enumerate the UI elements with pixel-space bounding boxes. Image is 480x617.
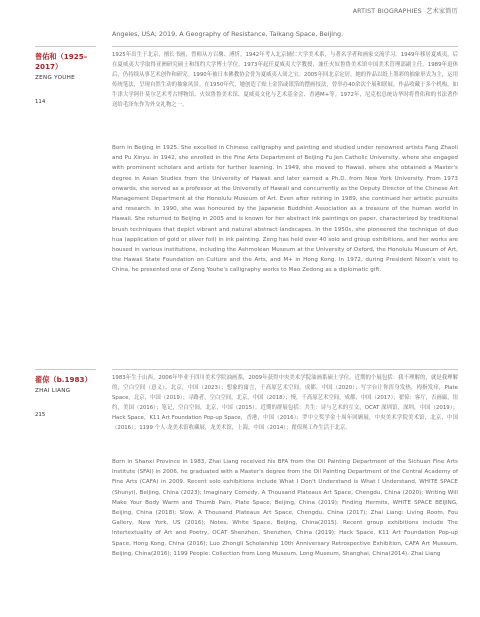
header-section-zh: 艺术家简历 <box>426 8 458 15</box>
continued-text: Angeles, USA; 2019, A Geography of Resistance, Taikang Space, Beijing. <box>112 30 344 38</box>
artist-bio-en: Born in Beijing in 1925. She excelled in Chinese calligraphy and painting and studied under renowned artists Fang Zhaoli and Pu Xinyu. In 1942, she enrolled in the Fine Arts Department of Beijing Fu Jen Catholic University, where she engaged with prominent scholars and artists for further learning. In 1949, she moved to Hawaii, where she obtained a Master's degree in Asian Studies from the University of Hawaii and later earned a Ph.D. from New York University. From 1973 onwards, she served as a professor at the University of Hawaii and concurrently as the Deputy Director of the Chinese Art Management Department at the Honolulu Museum of Art. Even after retiring in 1989, she continued her artistic pursuits and research. In 1990, she was honoured by the Japanese Buddhist Association as a treasure of the human world in Hawaii. She returned to Beijing in 2005 and is known for her abstract ink paintings on paper, characterized by traditional brush techniques that depict vibrant and natural abstract landscapes. In the 1950s, she pioneered the technique of duo hua (application of gold or silver foil) in ink painting. Zeng has held over 40 solo and group exhibitions, and her works are housed in various institutions, including the Ashmolean Museum at the University of Oxford, the Honolulu Museum of Art, the Hawaii State Foundation on Culture and the Arts, and M+ in Hong Kong. In 1972, during President Nixon's visit to China, he presented one of Zeng Youhe's calligraphy works to Mao Zedong as a diplomatic gift. <box>112 145 458 274</box>
artist-heading-zeng <box>35 52 107 105</box>
artist-name-en: ZENG YOUHE <box>35 75 76 81</box>
running-header <box>353 6 458 15</box>
artist-name-zh: 翟倞（b.1983） <box>35 375 92 384</box>
artist-heading-zhai <box>35 375 107 418</box>
artist-name-zh: 曾佑和（1925–2017） <box>35 52 88 71</box>
header-section: ARTIST BIOGRAPHIES <box>352 8 422 15</box>
divider-right-1 <box>112 46 458 47</box>
artist-bio-en: Born in Shanxi Province in 1983, Zhai Liang received his BFA from the Oil Painting Department of the Sichuan Fine Arts Institute (SFAI) in 2006, he graduated with a Master's degree from the Oil Painting Department of the Central Academy of Fine Arts (CAFA) in 2009. Recent solo exhibitions include What I Don't Understand is What I Understand, WHITE SPACE (Shunyi), Beijing, China (2023); Imaginary Comedy, A Thousand Plateaus Art Space, Chengdu, China (2020); Writing Will Make Your Body Warm and Thumb Pain, Plate Space, Beijing, China (2019); Finding Hermits, WHITE SPACE BEIJING, Beijing, China (2018); Slow, A Thousand Plateaus Art Space, Chengdu, China (2017); Zhai Liang: Living Room, Fou Gallery, New York, US (2016); Notes, White Space, Beijing, China(2015). Recent group exhibitions include The Intertextuality of Art and Poetry, OCAT Shenzhen, Shenzhen, China (2019); Hack Space, K11 Art Foundation Pop-up Space, Hong Kong, China (2016); Luo Zhongli Scholarship 10th Anniversary Retrospective Exhibition, CAFA Art Museum, Beijing, China(2016); 1199 People: Collection from Long Museum, Long Museum, Shanghai, China(2014). Zhai Liang <box>112 459 458 557</box>
divider-right-2 <box>112 369 458 370</box>
divider-left-2 <box>35 369 96 370</box>
divider-left-1 <box>35 46 96 47</box>
artist-page-number: 114 <box>35 99 46 105</box>
artist-name-en: ZHAI LIANG <box>35 388 71 394</box>
artist-page-number: 215 <box>35 412 46 418</box>
artist-bio-zh: 1925年出生于北京，擅长书画，曾师从方召麐、溥忻。1942年考入北京辅仁大学美术系，与著名学者和画家交流学习。1949年移居夏威夷，后在夏威夷大学取得亚洲研究硕士和纽约大学博士学位。1973年起任夏威夷大学教授，兼任火奴鲁鲁美术馆中国美术管理部副主任。1989年退休后，仍持续从事艺术创作和研究。1990年被日本佛教协会誉为夏威夷人间之宝。2005年回北京定居。她的作品以纸上墨彩的抽象形式为主，运用传统笔法，呈现自然生动的抽象风景。在1950年代，她创造了贴上金箔或银箔的摆画技法，曾举办40余次个展和联展，作品收藏于多个机构，如牛津大学阿什莫尔艺术考古博物馆、火奴鲁鲁美术馆、夏威夷文化与艺术基金会、香港M+等。1972年，尼克松总统访华时将曾佑和的书法著作送给毛泽东作为外交礼物之一。 <box>112 52 458 108</box>
artist-bio-zh: 1983年生于山西。2006年毕业于四川美术学院油画系，2009年获得中央美术学院油画系硕士学位。近期的个展包括：我不理解的，就是我理解的，空白空间（意义），北京，中国（2023）；想象的寓言，千高原艺术空间，成都，中国（2020）；写字台让你浑身发热，拇指发痒，Plate Space，北京，中国（2019）；寻路者，空白空间，北京，中国（2018）；慢，千高原艺术空间，成都，中国（2017）；翟倞：客厅，否画廊，纽约，美国（2016）；笔记，空白空间，北京，中国（2015）。近期的群展包括：共生：诗与艺术的互文，OCAT 深圳馆，深圳，中国（2019）；Hack Space，K11 Art Foundation Pop-up Space，香港，中国（2016）；罗中立奖学金十周年回顾展，中央美术学院美术馆，北京，中国（2016）；1199 个人·龙美术馆收藏展，龙美术馆，上海，中国（2014）；翟倞现工作生活于北京。 <box>112 375 458 431</box>
